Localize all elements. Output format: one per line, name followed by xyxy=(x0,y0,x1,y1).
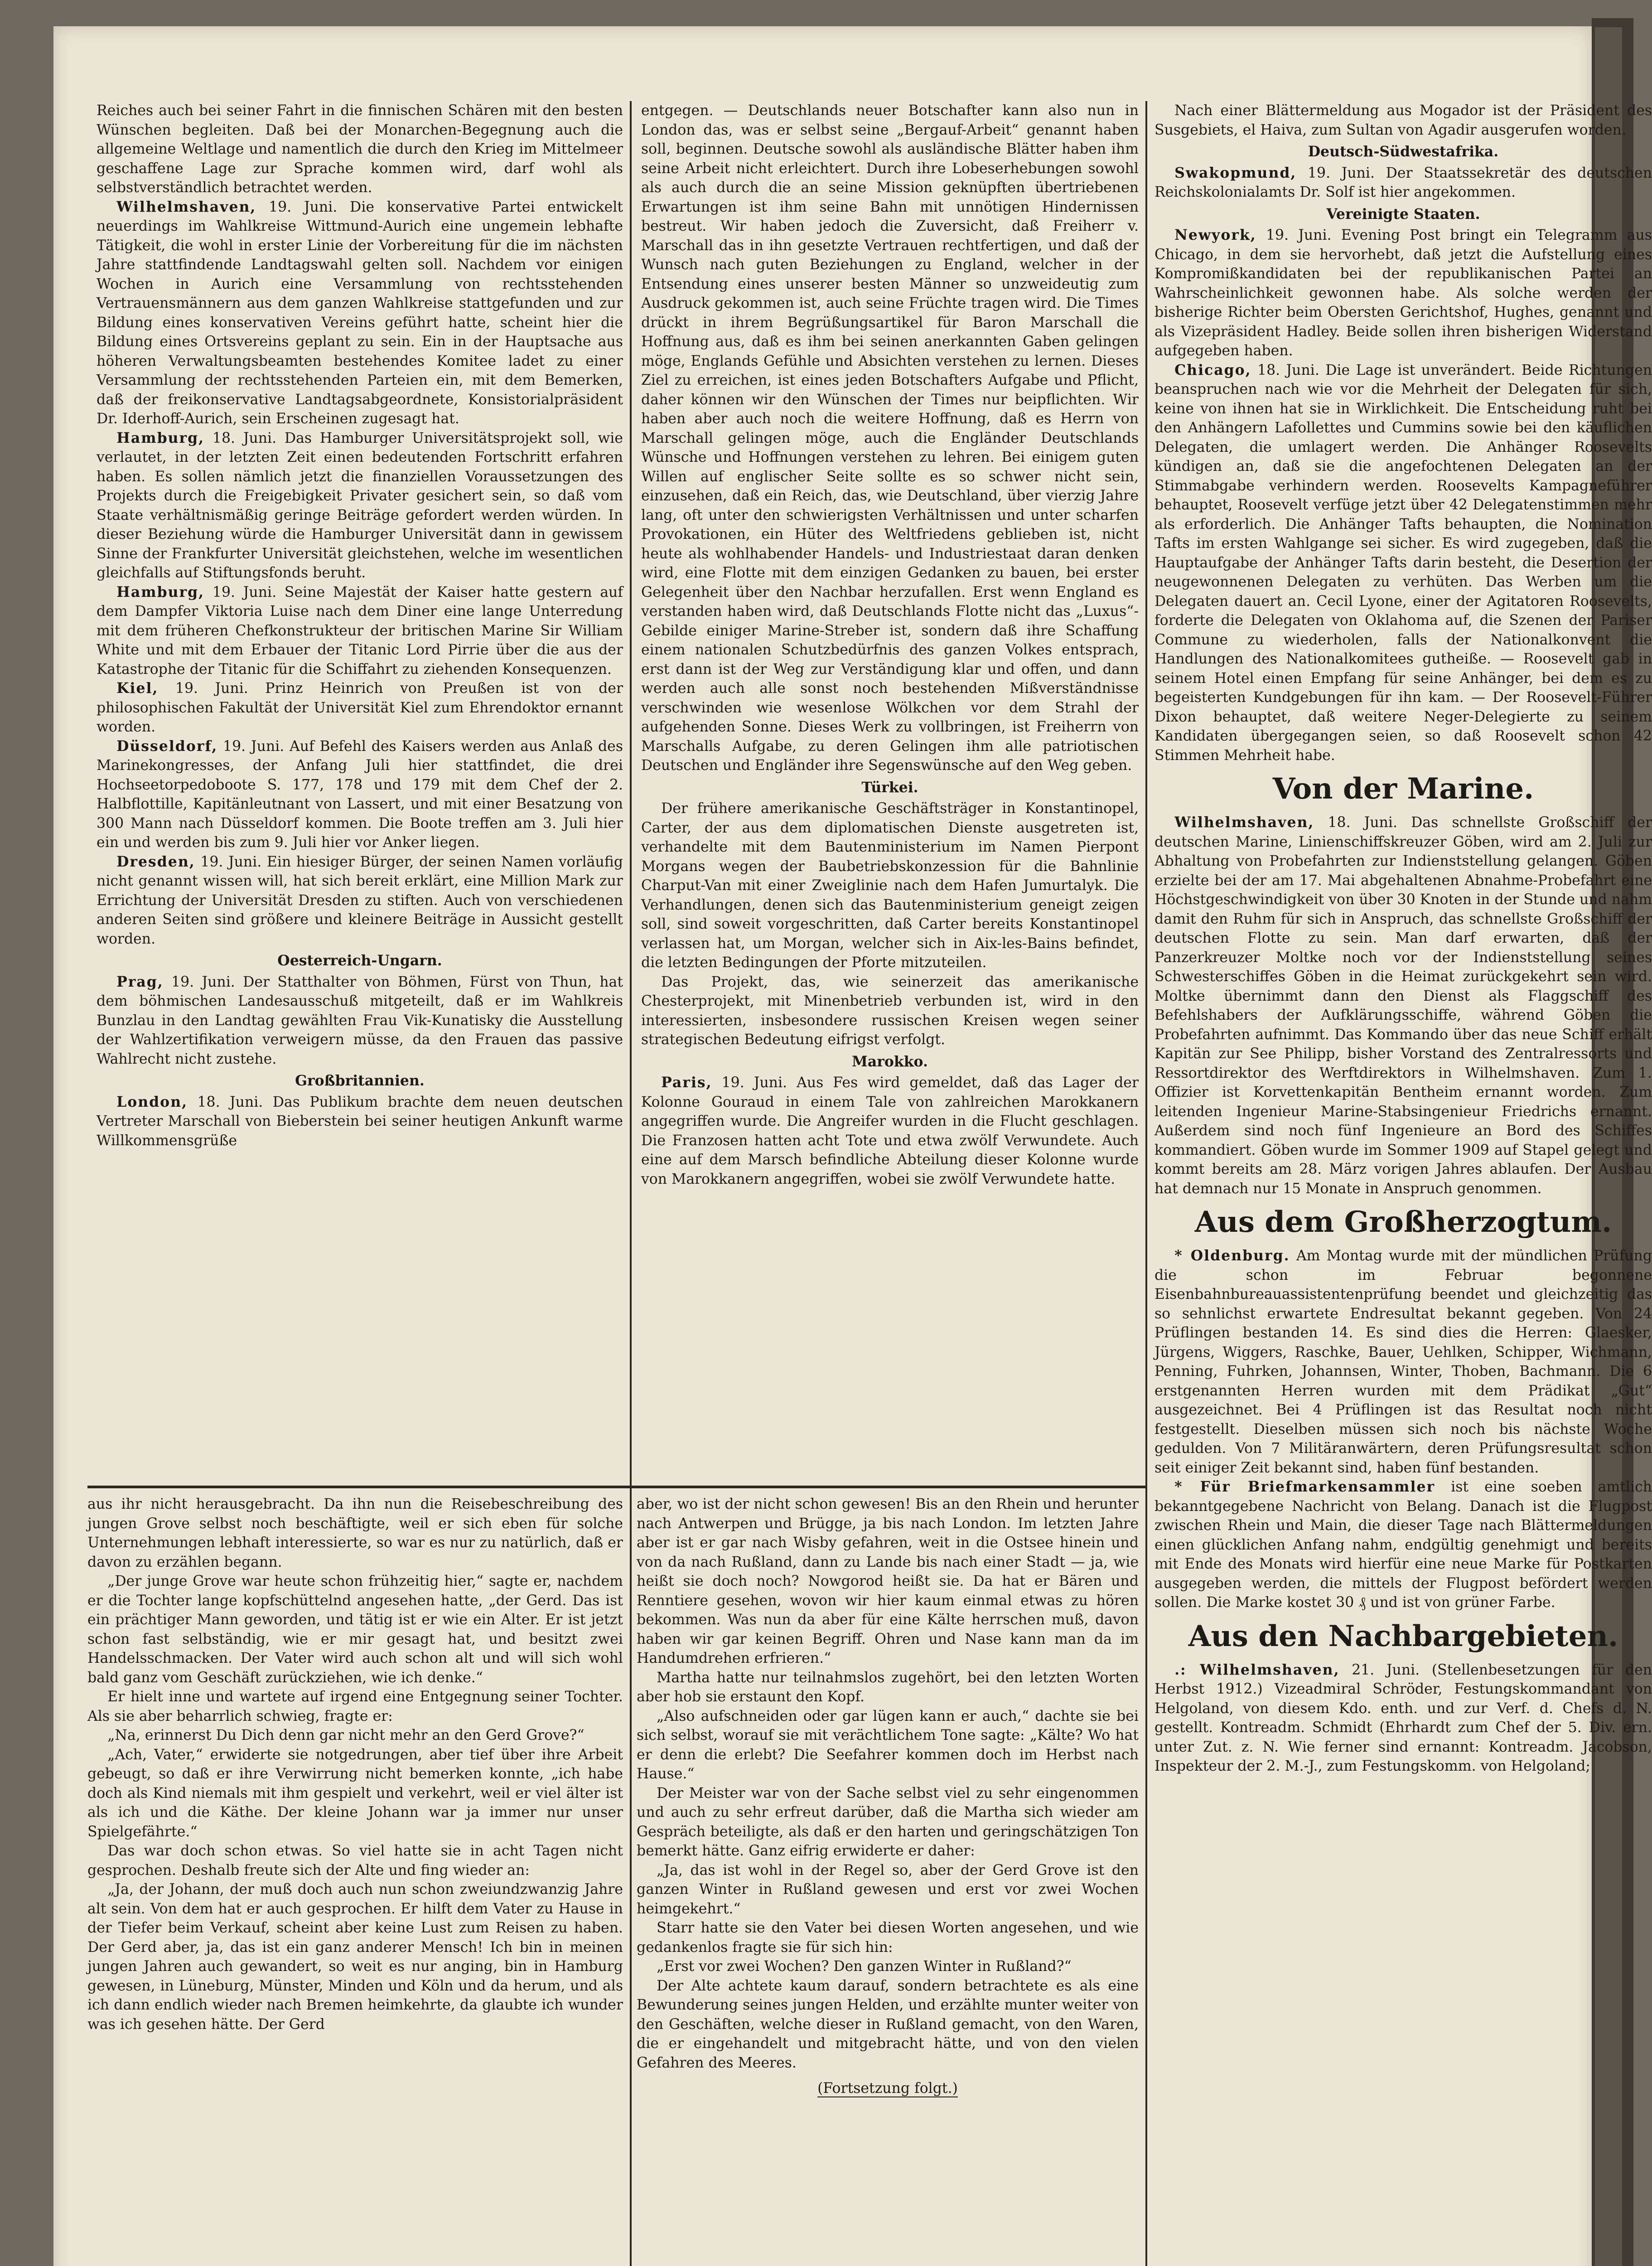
paragraph-text: Er hielt inne und wartete auf irgend eine Entgegnung seiner Tochter. Als sie aber beharrlich schwieg, fragte er: xyxy=(87,1689,623,1724)
column-1-novel xyxy=(87,1495,623,2266)
paragraph-text: „Ja, das ist wohl in der Regel so, aber der Gerd Grove ist den ganzen Winter in Rußland gewesen und erst vor zwei Wochen heimgekehrt.“ xyxy=(637,1862,1139,1917)
dateline-place: Wilhelmshaven, xyxy=(1174,814,1314,831)
paragraph-text: 19. Juni. Der Statthalter von Böhmen, Fürst von Thun, hat dem böhmischen Landesausschuß mitgeteilt, daß er im Wahlkreis Bunzlau in den Landtag gewählten Frau Vik-Kunatisky die Ausstellung der Wahlzertifikation verweigern müsse, da den Frauen das passive Wahlrecht nicht zustehe. xyxy=(97,973,623,1067)
article-paragraph xyxy=(637,1861,1139,1919)
article-paragraph xyxy=(97,852,623,949)
section-title: Aus den Nachbargebieten. xyxy=(1188,1619,1618,1653)
article-paragraph xyxy=(641,799,1139,973)
dateline-place: Hamburg, xyxy=(116,583,205,600)
paragraph-text: entgegen. — Deutschlands neuer Botschafter kann also nun in London das, was er selbst seine „Bergauf-Arbeit“ genannt haben soll, beginnen. Deutsche sowohl als ausländische Blätter haben ihm seine Arbeit nicht erleichtert. Durch ihre Lobeserhebungen sowohl als auch durch die an seine Mission geknüpften übertriebenen Erwartungen ist ihm seine Bahn mit unnötigen Hindernissen bestreut. Wir haben jedoch die Zuversicht, daß Freiherr v. Marschall das in ihn gesetzte Vertrauen rechtfertigen, und daß der Wunsch nach guten Beziehungen zu England, welcher in der Entsendung eines unserer besten Männer so unzweideutig zum Ausdruck gekommen ist, auch seine Früchte tragen wird. Die Times drückt in ihrem Begrüßungsartikel für Baron Marschall die Hoffnung aus, daß es ihm bei seinen anerkannten Gaben gelingen möge, Englands Gefühle und Absichten verstehen zu lernen. Dieses Ziel zu erreichen, ist eines jeden Botschafters Aufgabe und Pflicht, daher können wir den Wünschen der Times nur beipflichten. Wir haben aber auch noch die weitere Hoffnung, daß es Herrn von Marschall gelingen möge, auch die Engländer Deutschlands Wünsche und Hoffnungen verstehen zu lehren. Bei einigem guten Willen auf englischer Seite sollte es so schwer nicht sein, einzusehen, daß ein Reich, das, wie Deutschland, über vierzig Jahre lang, oft unter den schwierigsten Verhältnissen und unter scharfen Provokationen, ein Hüter des Weltfriedens geblieben ist, nicht heute als wohlhabender Handels- und Industriestaat daran denken wird, eine Flotte mit dem einzigen Gedanken zu bauen, bei erster Gelegenheit über den Nachbar herzufallen. Erst wenn England es verstanden haben wird, daß Deutschlands Flotte nicht das „Luxus“-Gebilde einiger Marine-Streber ist, sondern daß ihre Schaffung einem nationalen Schutzbedürfnis des ganzen Volkes entsprach, erst dann ist der Weg zur Verständigung klar und offen, und dann werden auch alle sonst noch bestehenden Mißverständnisse verschwinden wie wesenlose Wölkchen vor dem Strahl der aufgehenden Sonne. Dieses Werk zu vollbringen, ist Freiherrn von Marschalls Aufgabe, zu deren Gelingen ihm alle patriotischen Deutschen und Engländer ihre Segenswünsche auf den Weg geben. xyxy=(641,102,1139,774)
dateline-place: Swakopmund, xyxy=(1174,164,1297,181)
section-title: Aus dem Großherzogtum. xyxy=(1194,1205,1612,1239)
paragraph-text: Der frühere amerikanische Geschäftsträger in Konstantinopel, Carter, der aus dem diplomatischen Dienste ausgetreten ist, verhandelte mit dem Bautenministerium im Namen Pierpont Morgans wegen der Baubetriebskonzession für die Bahnlinie Charput-Van mit einer Zweiglinie nach dem Hafen Jumurtalyk. Die Verhandlungen, denen sich das Bautenministerium geneigt zeigen soll, sind soweit vorgeschritten, daß Carter bereits Konstantinopel verlassen hat, um Morgan, welcher sich in Aix-les-Bains befindet, die letzten Bedingungen der Pforte mitzuteilen. xyxy=(641,800,1139,971)
section-heading: Oesterreich-Ungarn. xyxy=(277,952,442,969)
article-paragraph xyxy=(97,679,623,737)
column-rule-1 xyxy=(630,101,632,2266)
article-paragraph xyxy=(1154,1246,1652,1477)
article-paragraph xyxy=(87,1880,623,2034)
article-paragraph xyxy=(1154,164,1652,202)
column-2-novel xyxy=(637,1495,1139,2266)
article-paragraph xyxy=(97,583,623,679)
dateline-place: * Oldenburg. xyxy=(1174,1247,1290,1264)
column-rule-2 xyxy=(1145,101,1147,2266)
paragraph-text: „Ja, der Johann, der muß doch auch nun schon zweiundzwanzig Jahre alt sein. Von dem hat er auch gesprochen. Er hilft dem Vater zu Hause in der Tiefer beim Verkauf, scheint aber keine Lust zum Reisen zu haben. Der Gerd aber, ja, das ist ein ganz anderer Mensch! Ich bin in meinen jungen Jahren auch gewandert, so weit es nur anging, bin in Hamburg gewesen, in Lüneburg, Münster, Minden und Köln und da herum, und als ich dann endlich wieder nach Bremen heimkehrte, da glaubte ich wunder was ich gesehen hätte. Der Gerd xyxy=(87,1881,623,2033)
feuilleton-rule xyxy=(87,1486,1145,1488)
paragraph-text: 21. Juni. (Stellenbesetzungen für den Herbst 1912.) Vizeadmiral Schröder, Festungskommandant von Helgoland, von diesem Kdo. enth. und zur Verf. d. Chefs d. N. gestellt. Kontreadm. Schmidt (Ehrhardt zum Chef der 5. Div. ern. unter Zut. z. N. Wie ferner sind ernannt: Kontreadm. Jacobson, Inspekteur der 2. M.-J., zum Festungskomm. von Helgoland; xyxy=(1154,1661,1652,1774)
paragraph-text: Reiches auch bei seiner Fahrt in die finnischen Schären mit den besten Wünschen begleiten. Daß bei der Monarchen-Begegnung auch die allgemeine Weltlage und namentlich die durch den Krieg im Mittelmeer geschaffene Lage zur Sprache kommen wird, darf wohl als selbstverständlich betrachtet werden. xyxy=(97,102,623,196)
dateline-place: Paris, xyxy=(661,1074,712,1091)
article-paragraph xyxy=(87,1495,623,1572)
article-paragraph xyxy=(1154,226,1652,361)
section-heading: Deutsch-Südwestafrika. xyxy=(1308,143,1499,160)
dateline-place: Prag, xyxy=(116,973,164,990)
paragraph-text: ist eine soeben amtlich bekanntgegebene Nachricht von Belang. Danach ist die Flugpost zwischen Rhein und Main, die dieser Tage nach Blättermeldungen einen glücklichen Anfang nahm, endgültig genehmigt und bereits mit Ende des Monats wird hierfür eine neue Marke für Postkarten ausgegeben werden, die mittels der Flugpost befördert werden sollen. Die Marke kostet 30 ₰ und ist von grüner Farbe. xyxy=(1154,1479,1652,1611)
dateline-place: Kiel, xyxy=(116,680,159,697)
column-2-news xyxy=(641,101,1139,1478)
paragraph-text: 19. Juni. Prinz Heinrich von Preußen ist von der philosophischen Fakultät der Universität Kiel zum Ehrendoktor ernannt worden. xyxy=(97,680,623,735)
article-paragraph xyxy=(1154,101,1652,140)
paragraph-text: Starr hatte sie den Vater bei diesen Worten angesehen, und wie gedankenlos fragte sie für sich hin: xyxy=(637,1920,1139,1956)
paragraph-text: „Erst vor zwei Wochen? Den ganzen Winter in Rußland?“ xyxy=(657,1958,1072,1975)
article-paragraph xyxy=(97,198,623,429)
section-title: Von der Marine. xyxy=(1272,772,1534,806)
dateline-place: Chicago, xyxy=(1174,361,1251,378)
paragraph-text: aber, wo ist der nicht schon gewesen! Bis an den Rhein und herunter nach Antwerpen und Brügge, ja bis nach London. Im letzten Jahre aber ist er gar nach Wisby gefahren, weit in die Ostsee hinein und von da nach Rußland, dann zu Lande bis nach einer Stadt — ja, wie heißt sie doch noch? Nowgorod heißt sie. Da hat er Bären und Renntiere gesehen, wovon wir hier kaum einmal etwas zu hören bekommen. Was nun da aber für eine Kälte herrschen muß, davon haben wir gar keinen Begriff. Ohren und Nase kann man da im Handumdrehen erfrieren.“ xyxy=(637,1496,1139,1666)
article-paragraph xyxy=(1154,813,1652,1198)
paragraph-text: Nach einer Blättermeldung aus Mogador ist der Präsident des Susgebiets, el Haiva, zum Sultan von Agadir ausgerufen worden. xyxy=(1154,102,1652,138)
paragraph-text: 18. Juni. Die Lage ist unverändert. Beide Richtungen beanspruchen nach wie vor die Mehrheit der Delegaten für sich, keine von ihnen hat sie in Wirklichkeit. Die Entscheidung ruht bei den Anhängern Lafollettes und Cummins sowie bei den käuflichen Delegaten, die umlagert werden. Die Anhänger Roosevelts kündigen an, daß sie die angefochtenen Delegaten an der Stimmabgabe verhindern werden. Roosevelts Kampagneführer behauptet, Roosevelt verfüge jetzt über 42 Delegatenstimmen mehr als erforderlich. Die Anhänger Tafts behaupten, die Nomination Tafts im ersten Wahlgange sei sicher. Es wird zugegeben, daß die Hauptaufgabe der Anhänger Tafts darin besteht, die Desertion der neugewonnenen Delegaten zu verhüten. Das Werben um die Delegaten dauert an. Cecil Lyone, einer der Agitatoren Roosevelts, forderte die Delegaten von Oklahoma auf, die Szenen der Pariser Commune zu wiederholen, falls der Nationalkonvent die Handlungen des Nationalkomitees gutheiße. — Roosevelt gab in seinem Hotel einen Empfang für seine Anhänger, bei dem es zu begeisterten Kundgebungen für ihn kam. — Der Roosevelt-Führer Dixon behauptet, daß weitere Neger-Delegierte zu seinem Kandidaten übergegangen seien, so daß Roosevelt schon 42 Stimmen Mehrheit habe. xyxy=(1154,362,1652,764)
paragraph-text: Martha hatte nur teilnahmslos zugehört, bei den letzten Worten aber hob sie erstaunt den Kopf. xyxy=(637,1669,1139,1705)
article-paragraph xyxy=(637,1976,1139,2073)
paragraph-text: „Ach, Vater,“ erwiderte sie notgedrungen, aber tief über ihre Arbeit gebeugt, so daß er ihre Verwirrung nicht bemerken konnte, „ich habe doch als Kind niemals mit ihm gespielt und verkehrt, weil er viel älter ist als ich und die Käthe. Der kleine Johann war ja immer nur unser Spielgefährte.“ xyxy=(87,1746,623,1840)
paragraph-text: 18. Juni. Das Hamburger Universitätsprojekt soll, wie verlautet, in der letzten Zeit einen bedeutenden Fortschritt erfahren haben. Es sollen nämlich jetzt die finanziellen Voraussetzungen des Projekts durch die Freigebigkeit Privater gesichert sein, so daß vom Staate verhältnismäßig geringe Beiträge gefordert werden würden. In dieser Beziehung würde die Hamburger Universität dann in gewissem Sinne der Frankfurter Universität gleichstehen, welche im wesentlichen gleichfalls auf Stiftungsfonds beruht. xyxy=(97,430,623,581)
dateline-place: Wilhelmshaven, xyxy=(116,198,256,215)
paragraph-text: „Der junge Grove war heute schon frühzeitig hier,“ sagte er, nachdem er die Tochter lange kopfschüttelnd angesehen hatte, „der Gerd. Das ist ein prächtiger Mann geworden, und tätig ist er wie ein Alter. Er ist jetzt schon fast selbständig, wie er mir gesagt hat, und besitzt zwei Handelsschmacken. Der Vater wird auch schon alt und will sich wohl bald ganz vom Geschäft zurückziehen, wie ich denke.“ xyxy=(87,1573,623,1686)
dateline-place: * Für Briefmarkensammler xyxy=(1174,1478,1435,1495)
article-paragraph xyxy=(641,101,1139,775)
article-paragraph xyxy=(641,1073,1139,1189)
article-paragraph xyxy=(641,973,1139,1050)
article-paragraph xyxy=(87,1572,623,1687)
section-heading: Türkei. xyxy=(861,779,918,796)
section-heading: Marokko. xyxy=(852,1053,928,1070)
dateline-place: Newyork, xyxy=(1174,227,1256,243)
dateline-place: .: Wilhelmshaven, xyxy=(1174,1661,1340,1678)
dateline-place: London, xyxy=(116,1093,188,1110)
paragraph-text: 19. Juni. Evening Post bringt ein Telegramm aus Chicago, in dem sie hervorhebt, daß jetzt die Aufstellung eines Kompromißkandidaten bei der republikanischen Partei an Wahrscheinlichkeit gewonnen habe. Als solche werden der bisherige Richter beim Obersten Gerichtshof, Hughes, genannt und als Vizepräsident Hadley. Beide sollen ihren bisherigen Widerstand aufgegeben haben. xyxy=(1154,227,1652,359)
paragraph-text: „Also aufschneiden oder gar lügen kann er auch,“ dachte sie bei sich selbst, worauf sie mit verächtlichem Tone sagte: „Kälte? Wo hat er denn die erlebt? Die Seefahrer kommen doch im Herbst nach Hause.“ xyxy=(637,1708,1139,1782)
article-paragraph xyxy=(97,429,623,583)
paragraph-text: aus ihr nicht herausgebracht. Da ihn nun die Reisebeschreibung des jungen Grove selbst noch beschäftigte, weil er sich eben für solche Unternehmungen lebhaft interessierte, so war es nur zu natürlich, daß er davon zu erzählen begann. xyxy=(87,1496,623,1570)
continued-text: (Fortsetzung folgt.) xyxy=(817,2080,958,2097)
section-heading: Großbritannien. xyxy=(295,1072,425,1089)
continued-note xyxy=(637,2079,1139,2098)
dateline-place: Dresden, xyxy=(116,853,195,870)
dateline-place: Hamburg, xyxy=(116,429,205,446)
article-paragraph xyxy=(97,101,623,198)
paragraph-text: Das Projekt, das, wie seinerzeit das amerikanische Chesterprojekt, mit Minenbetrieb verbunden ist, wird in den interessierten, insbesondere russischen Kreisen wegen seiner strategischen Bedeutung eifrigst verfolgt. xyxy=(641,973,1139,1048)
paragraph-text: 19. Juni. Aus Fes wird gemeldet, daß das Lager der Kolonne Gouraud in einem Tale von zahlreichen Marokkanern angegriffen wurde. Die Angreifer wurden in die Flucht geschlagen. Die Franzosen hatten acht Tote und etwa zwölf Verwundete. Auch eine auf dem Marsch befindliche Abteilung dieser Kolonne wurde von Marokkanern angegriffen, wobei sie zwölf Verwundete hatte. xyxy=(641,1075,1139,1187)
section-heading: Vereinigte Staaten. xyxy=(1326,205,1480,223)
paragraph-text: 19. Juni. Die konservative Partei entwickelt neuerdings im Wahlkreise Wittmund-Aurich eine ungemein lebhafte Tätigkeit, die wohl in erster Linie der Vorbereitung für die im nächsten Jahre stattfindende Landtagswahl gelten soll. Nachdem vor einigen Wochen in Aurich eine Versammlung von rechtsstehenden Vertrauensmännern aus dem ganzen Wahlkreise stattgefunden und zur Bildung eines konservativen Vereins geführt hatte, scheint hier die Bildung eines Ortsvereins geplant zu sein. Ein in der Hauptsache aus höheren Verwaltungsbeamten bestehendes Komitee ladet zu einer Versammlung der rechtsstehenden Parteien ein, mit dem Bemerken, daß der freikonservative Landtagsabgeordnete, Konsistorialpräsident Dr. Iderhoff-Aurich, sein Erscheinen zugesagt hat. xyxy=(97,199,623,427)
dateline-place: Düsseldorf, xyxy=(116,737,218,755)
paragraph-text: 19. Juni. Auf Befehl des Kaisers werden aus Anlaß des Marinekongresses, der Anfang Juli hier stattfindet, die drei Hochseetorpedoboote S. 177, 178 und 179 mit dem Chef der 2. Halbflottille, Kapitänleutnant von Lassert, und mit einer Besatzung von 300 Mann nach Düsseldorf kommen. Die Boote treffen am 3. Juli hier ein und werden bis zum 9. Juli hier vor Anker liegen. xyxy=(97,738,623,851)
article-paragraph xyxy=(1154,361,1652,765)
newspaper-page xyxy=(53,26,1652,2266)
article-paragraph xyxy=(97,1093,623,1151)
article-paragraph xyxy=(87,1726,623,1745)
article-paragraph xyxy=(97,973,623,1069)
paragraph-text: Der Meister war von der Sache selbst viel zu sehr eingenommen und auch zu sehr erfreut darüber, daß die Martha sich wieder am Gespräch beteiligte, als daß er den harten und geringschätzigen Ton bemerkt hätte. Ganz eifrig erwiderte er daher: xyxy=(637,1785,1139,1859)
paragraph-text: 19. Juni. Ein hiesiger Bürger, der seinen Namen vorläufig nicht genannt wissen will, hat sich bereit erklärt, eine Million Mark zur Errichtung der Universität Dresden zu stiften. Auch von verschiedenen anderen Seiten sind größere und kleinere Beiträge in Aussicht gestellt worden. xyxy=(97,853,623,947)
article-paragraph xyxy=(637,1918,1139,1957)
paragraph-text: Am Montag wurde mit der mündlichen Prüfung die schon im Februar begonnene Eisenbahnbureauassistentenprüfung beendet und gleichzeitig das so sehnlichst erwartete Endresultat bekannt gegeben. Von 24 Prüflingen bestanden 14. Es sind dies die Herren: Glaesker, Jürgens, Wiggers, Raschke, Bauer, Uehlken, Schipper, Wichmann, Penning, Fuhrken, Johannsen, Winter, Thoben, Bachmann. Die 6 erstgenannten Herren wurden mit dem Prädikat „Gut“ ausgezeichnet. Bei 4 Prüflingen ist das Resultat noch nicht festgestellt. Dieselben müssen sich noch bis nächste Woche gedulden. Von 7 Militäranwärtern, deren Prüfungsresultat schon seit einiger Zeit bekannt sind, haben fünf bestanden. xyxy=(1154,1248,1652,1476)
article-paragraph xyxy=(637,1707,1139,1784)
paragraph-text: 19. Juni. Der Staatssekretär des deutschen Reichskolonialamts Dr. Solf ist hier angekommen. xyxy=(1154,165,1652,200)
article-paragraph xyxy=(637,1495,1139,1668)
paragraph-text: Das war doch schon etwas. So viel hatte sie in acht Tagen nicht gesprochen. Deshalb freute sich der Alte und fing wieder an: xyxy=(87,1843,623,1879)
column-3-news xyxy=(1154,101,1652,2266)
article-paragraph xyxy=(1154,1661,1652,1776)
article-paragraph xyxy=(87,1745,623,1842)
article-paragraph xyxy=(87,1687,623,1726)
article-paragraph xyxy=(97,737,623,852)
article-paragraph xyxy=(87,1841,623,1880)
paragraph-text: 19. Juni. Seine Majestät der Kaiser hatte gestern auf dem Dampfer Viktoria Luise nach dem Diner eine lange Unterredung mit dem früheren Chefkonstrukteur der britischen Marine Sir William White und mit dem Erbauer der Titanic Lord Pirrie über die aus der Katastrophe der Titanic für die Schiffahrt zu ziehenden Konsequenzen. xyxy=(97,584,623,678)
article-paragraph xyxy=(637,1957,1139,1976)
article-paragraph xyxy=(1154,1477,1652,1612)
paragraph-text: 18. Juni. Das schnellste Großschiff der deutschen Marine, Linienschiffskreuzer Göben, wird am 2. Juli zur Abhaltung von Probefahrten zur Indienststellung gelangen. Göben erzielte bei der am 17. Mai abgehaltenen Abnahme-Probefahrt eine Höchstgeschwindigkeit von über 30 Knoten in der Stunde und nahm damit den Ruhm für sich in Anspruch, das schnellste Großschiff der deutschen Flotte zu sein. Man darf erwarten, daß der Panzerkreuzer Moltke noch vor der Indienststellung seines Schwesterschiffes Göben in die Heimat zurückgekehrt sein wird. Moltke übernimmt dann den Dienst als Flaggschiff des Befehlshabers der Aufklärungsschiffe, während Göben die Probefahrten aufnimmt. Das Kommando über das neue Schiff erhält Kapitän zur See Philipp, bisher Vorstand des Zentralressorts und Ressortdirektor des Werftdirektors in Wilhelmshaven. Zum 1. Offizier ist Korvettenkapitän Bentheim ernannt worden. Zum leitenden Ingenieur Marine-Stabsingenieur Friedrichs ernannt. Außerdem sind noch fünf Ingenieure an Bord des Schiffes kommandiert. Göben wurde im Sommer 1909 auf Stapel gelegt und kommt bereits am 28. März vorigen Jahres ablaufen. Der Ausbau hat demnach nur 15 Monate in Anspruch genommen. xyxy=(1154,814,1652,1197)
paragraph-text: „Na, erinnerst Du Dich denn gar nicht mehr an den Gerd Grove?“ xyxy=(107,1727,584,1743)
column-1-news xyxy=(97,101,623,1479)
paragraph-text: 18. Juni. Das Publikum brachte dem neuen deutschen Vertreter Marschall von Bieberstein bei seiner heutigen Ankunft warme Willkommensgrüße xyxy=(97,1094,623,1149)
article-paragraph xyxy=(637,1784,1139,1861)
paragraph-text: Der Alte achtete kaum darauf, sondern betrachtete es als eine Bewunderung seines jungen Helden, und erzählte munter weiter von den Geschäften, welche dieser in Rußland gemacht, von den Waren, die er eingehandelt und mitgebracht hätte, und von den vielen Gefahren des Meeres. xyxy=(637,1977,1139,2071)
article-paragraph xyxy=(637,1668,1139,1707)
